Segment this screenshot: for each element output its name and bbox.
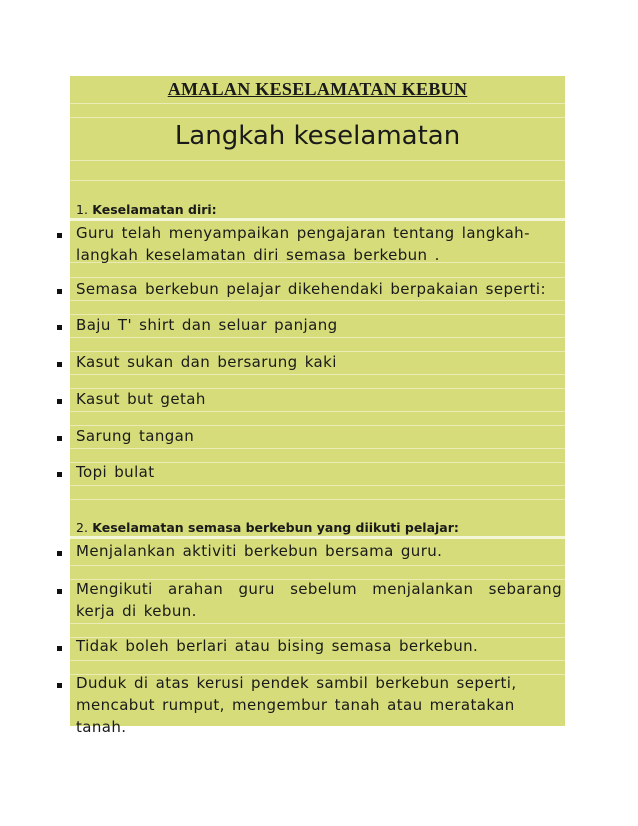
bullet-icon xyxy=(57,399,62,404)
bullet-icon xyxy=(57,551,62,556)
document-title: AMALAN KESELAMATAN KEBUN xyxy=(167,79,468,99)
row-divider xyxy=(70,218,565,221)
section-title-text: Keselamatan semasa berkebun yang diikuti pelajar: xyxy=(92,520,459,535)
list-item: Mengikuti arahan guru sebelum menjalankan sebarang kerja di kebun. xyxy=(76,580,562,620)
list-item: Topi bulat xyxy=(76,463,155,481)
bullet-icon xyxy=(57,325,62,330)
list-item: Baju T' shirt dan seluar panjang xyxy=(76,316,338,334)
document-subtitle: Langkah keselamatan xyxy=(174,121,461,151)
row-divider xyxy=(70,565,565,566)
bullet-icon xyxy=(57,362,62,367)
list-item: Kasut sukan dan bersarung kaki xyxy=(76,353,337,371)
list-item: Tidak boleh berlari atau bising semasa berkebun. xyxy=(76,637,479,655)
row-divider xyxy=(70,374,565,375)
list-item: Sarung tangan xyxy=(76,427,195,445)
list-item: Guru telah menyampaikan pengajaran tentang langkah-langkah keselamatan diri semasa berkebun . xyxy=(76,224,530,264)
bullet-icon xyxy=(57,646,62,651)
bullet-icon xyxy=(57,589,62,594)
bullet-icon xyxy=(57,683,62,688)
section-title-1 xyxy=(76,202,217,217)
row-divider xyxy=(70,499,565,500)
row-divider xyxy=(70,180,565,181)
list-item: Semasa berkebun pelajar dikehendaki berpakaian seperti: xyxy=(76,280,546,298)
bullet-icon xyxy=(57,436,62,441)
section-title-text: Keselamatan diri: xyxy=(92,202,217,217)
section-number: 2. xyxy=(76,520,88,535)
row-divider xyxy=(70,536,565,539)
row-divider xyxy=(70,485,565,486)
list-item: Kasut but getah xyxy=(76,390,206,408)
list-item: Menjalankan aktiviti berkebun bersama guru. xyxy=(76,542,443,560)
row-divider xyxy=(70,623,565,624)
row-divider xyxy=(70,448,565,449)
row-divider xyxy=(70,300,565,301)
row-divider xyxy=(70,660,565,661)
bullet-icon xyxy=(57,289,62,294)
list-item: Duduk di atas kerusi pendek sambil berkebun seperti, mencabut rumput, mengembur tanah atau meratakan tanah. xyxy=(76,674,517,736)
row-divider xyxy=(70,117,565,118)
row-divider xyxy=(70,411,565,412)
section-title-2 xyxy=(76,520,459,535)
bullet-icon xyxy=(57,472,62,477)
row-divider xyxy=(70,160,565,161)
row-divider xyxy=(70,337,565,338)
bullet-icon xyxy=(57,233,62,238)
section-number: 1. xyxy=(76,202,88,217)
row-divider xyxy=(70,103,565,104)
